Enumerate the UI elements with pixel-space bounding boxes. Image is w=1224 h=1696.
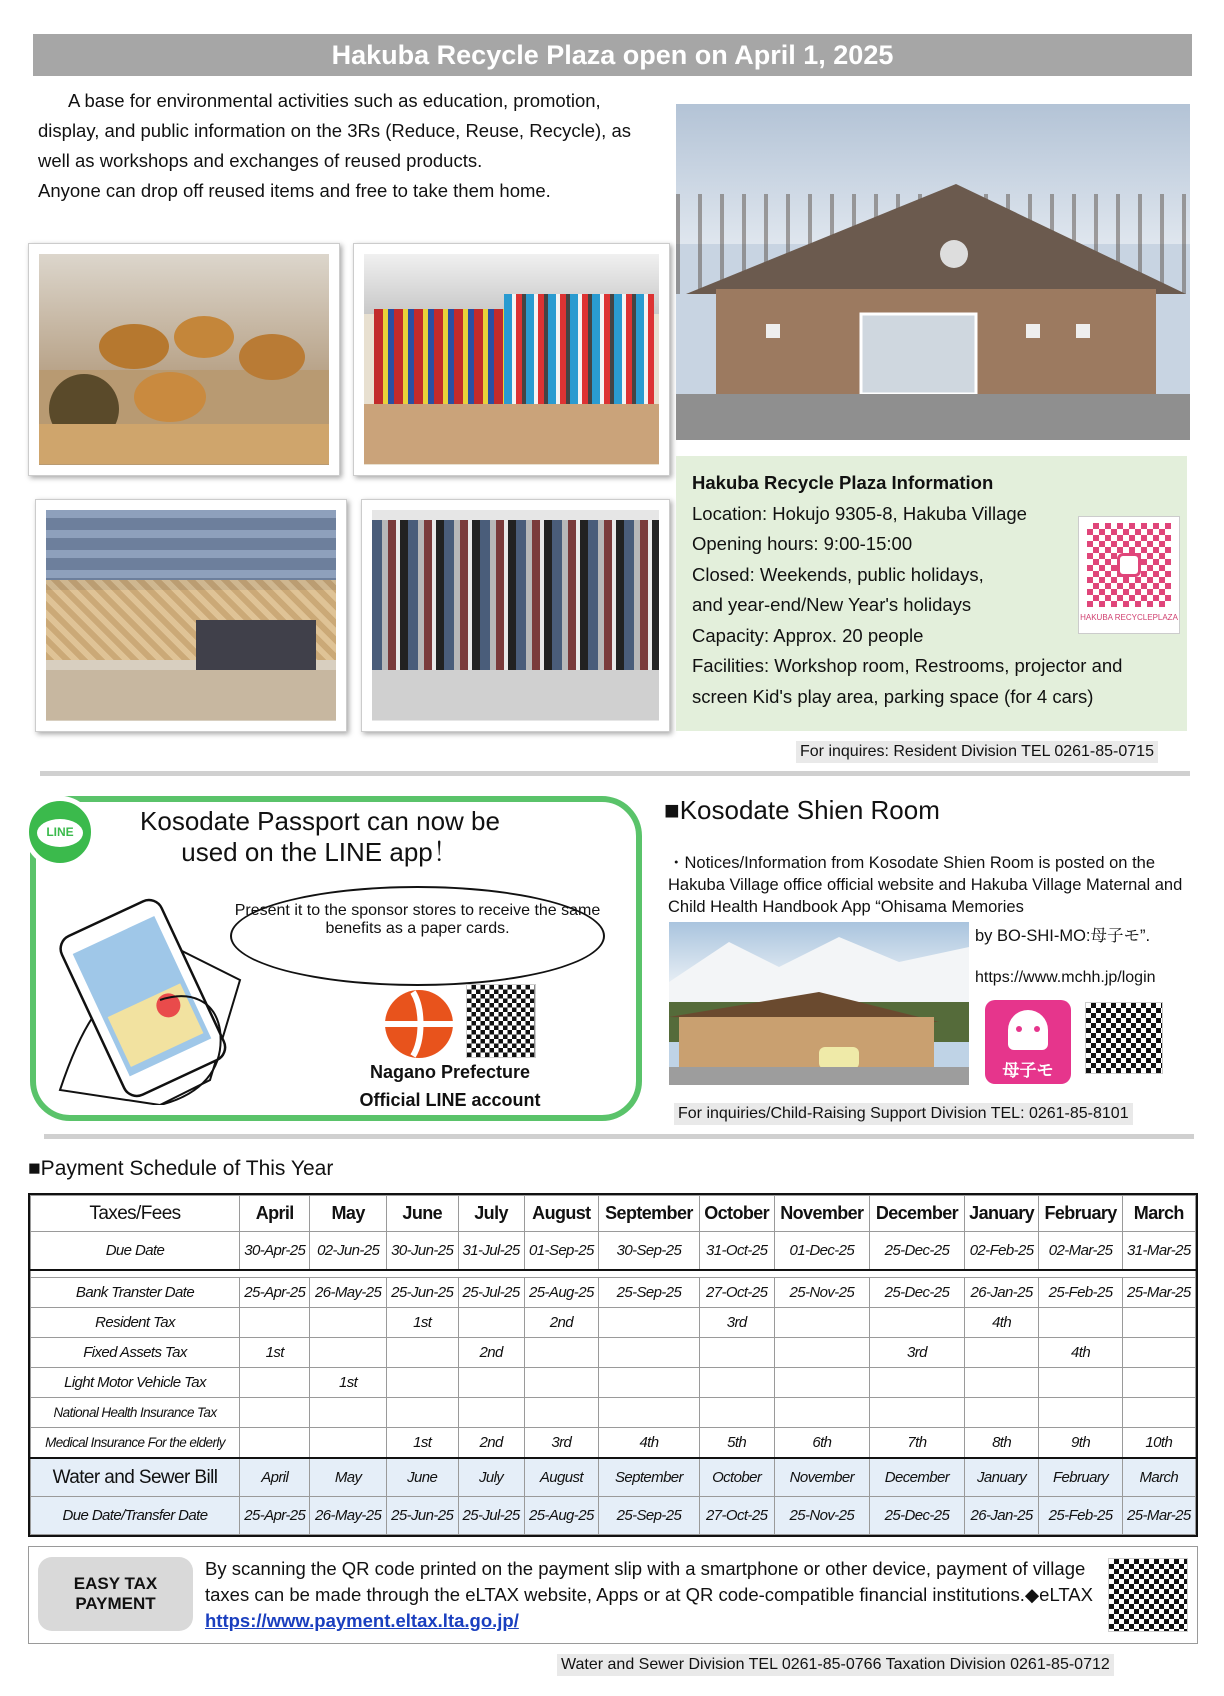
table-cell: 2nd [524,1308,599,1338]
speech-bubble: Present it to the sponsor stores to receive the same benefits as a paper cards. [230,886,605,986]
table-row [31,1308,1196,1338]
table-cell: 02-Mar-25 [1039,1232,1122,1271]
section-divider-2 [44,1134,1194,1139]
intro-paragraph: A base for environmental activities such as education, promotion, display, and public information on the 3Rs (Reduce, Reuse, Recycle), as well as workshops and exchanges of reused products. [38,90,631,171]
month-header: April [240,1196,310,1232]
row-label: Fixed Assets Tax [31,1338,240,1368]
table-cell: 7th [870,1428,965,1459]
easy-tax-line2: PAYMENT [75,1594,156,1613]
table-cell [524,1338,599,1368]
row-label: National Health Insurance Tax [31,1398,240,1428]
table-cell: 25-Apr-25 [240,1278,310,1308]
table-cell: 31-Mar-25 [1122,1232,1195,1271]
table-cell: 10th [1122,1428,1195,1459]
table-cell: 3rd [524,1428,599,1459]
table-cell [774,1308,870,1338]
boshimo-app-label: 母子モ [1002,1061,1054,1080]
table-row [31,1338,1196,1368]
month-header: September [599,1196,700,1232]
table-cell: 27-Oct-25 [699,1278,774,1308]
table-cell: 31-Jul-25 [458,1232,524,1271]
month-header: December [870,1196,965,1232]
plaza-inquiry: For inquires: Resident Division TEL 0261-85-0715 [796,741,1158,763]
table-cell [240,1398,310,1428]
row-label: Due Date/Transfer Date [31,1497,240,1535]
plaza-closed: Closed: Weekends, public holidays, [692,563,984,585]
water-date-row [31,1497,1196,1535]
table-cell: 1st [310,1368,386,1398]
table-cell: July [458,1458,524,1497]
photo-books [353,243,670,476]
table-cell [310,1398,386,1428]
month-header: February [1039,1196,1122,1232]
easy-tax-line1: EASY TAX [73,1574,158,1593]
table-cell: 1st [386,1308,458,1338]
table-cell: 26-Jan-25 [964,1278,1039,1308]
row-label: Light Motor Vehicle Tax [31,1368,240,1398]
plaza-capacity: Capacity: Approx. 20 people [692,624,924,646]
table-cell: 30-Sep-25 [599,1232,700,1271]
table-cell: 25-Dec-25 [870,1232,965,1271]
table-cell: January [964,1458,1039,1497]
footer-contacts: Water and Sewer Division TEL 0261-85-0766 Taxation Division 0261-85-0712 [557,1654,1114,1676]
table-cell: 25-Feb-25 [1039,1278,1122,1308]
table-spacer [31,1270,1196,1278]
table-cell [599,1308,700,1338]
table-cell [458,1398,524,1428]
plaza-hours: Opening hours: 9:00-15:00 [692,533,913,554]
table-cell [524,1368,599,1398]
row-label: Bank Transter Date [31,1278,240,1308]
shien-notice: ・Notices/Information from Kosodate Shien Room is posted on the Hakuba Village office official website and Hakuba Village Maternal and Child Health Handbook App “Ohisama Memories [668,854,1183,916]
line-title [110,806,530,868]
table-cell: April [240,1458,310,1497]
intro-paragraph-2: Anyone can drop off reused items and free to take them home. [38,180,551,201]
table-cell [1122,1368,1195,1398]
table-cell: 01-Dec-25 [774,1232,870,1271]
table-cell: 3rd [699,1308,774,1338]
row-label: Resident Tax [31,1308,240,1338]
table-cell: November [774,1458,870,1497]
table-cell [870,1308,965,1338]
table-cell [964,1398,1039,1428]
table-cell: 31-Oct-25 [699,1232,774,1271]
table-cell: 4th [964,1308,1039,1338]
table-row [31,1278,1196,1308]
line-account-line1: Nagano Prefecture [369,1062,531,1082]
table-cell: 9th [1039,1428,1122,1459]
table-cell: 25-Mar-25 [1122,1497,1195,1535]
table-cell [310,1308,386,1338]
table-cell: 25-Aug-25 [524,1278,599,1308]
line-logo-text: LINE [46,825,74,839]
row-label: Due Date [31,1232,240,1271]
table-cell [599,1338,700,1368]
due-date-row [31,1232,1196,1271]
table-cell: 27-Oct-25 [699,1497,774,1535]
plaza-location: Location: Hokujo 9305-8, Hakuba Village [692,502,1027,524]
plaza-info-title: Hakuba Recycle Plaza Information [692,472,994,493]
table-cell: 26-May-25 [310,1278,386,1308]
table-cell: 25-Jul-25 [458,1497,524,1535]
table-cell: 8th [964,1428,1039,1459]
eltax-link[interactable]: https://www.payment.eltax.lta.go.jp/ [205,1610,519,1631]
table-cell: 25-Jun-25 [386,1278,458,1308]
month-header: January [964,1196,1039,1232]
table-cell [964,1368,1039,1398]
water-bill-label: Water and Sewer Bill [31,1458,240,1497]
table-cell: 01-Sep-25 [524,1232,599,1271]
table-cell: 1st [240,1338,310,1368]
month-header: June [386,1196,458,1232]
table-cell [774,1398,870,1428]
intro-text [38,86,638,206]
table-cell [240,1308,310,1338]
row-label: Medical Insurance For the elderly [31,1428,240,1459]
table-cell [458,1368,524,1398]
table-cell [386,1398,458,1428]
table-cell [240,1368,310,1398]
line-title-line1: Kosodate Passport can now be [140,806,500,836]
table-cell [310,1428,386,1459]
table-cell [870,1398,965,1428]
table-cell: 3rd [870,1338,965,1368]
section-divider [40,771,1190,776]
payment-schedule-table [28,1193,1198,1537]
table-cell [458,1308,524,1338]
table-cell [774,1338,870,1368]
table-cell [524,1398,599,1428]
shien-app-by: by BO-SHI-MO:母子モ”. [975,927,1151,945]
table-cell: September [599,1458,700,1497]
table-cell: August [524,1458,599,1497]
table-cell [1039,1308,1122,1338]
line-account-line2: Official LINE account [359,1090,541,1110]
table-cell: 25-Dec-25 [870,1278,965,1308]
month-header: October [699,1196,774,1232]
table-cell [774,1368,870,1398]
table-cell [599,1398,700,1428]
table-cell: 25-Sep-25 [599,1278,700,1308]
table-cell: March [1122,1458,1195,1497]
table-cell: 2nd [458,1428,524,1459]
table-row [31,1398,1196,1428]
month-header: May [310,1196,386,1232]
table-cell: October [699,1458,774,1497]
shien-title: ■Kosodate Shien Room [664,795,940,825]
photo-ceramics [28,243,340,476]
instagram-qr-code[interactable] [1078,516,1180,634]
page-title: Hakuba Recycle Plaza open on April 1, 2025 [33,34,1192,76]
nagano-line-qr-code[interactable] [466,984,536,1058]
table-row [31,1428,1196,1459]
table-cell [386,1338,458,1368]
table-cell [699,1338,774,1368]
table-cell: 25-Apr-25 [240,1497,310,1535]
month-header: November [774,1196,870,1232]
table-cell: 26-Jan-25 [964,1497,1039,1535]
nagano-prefecture-logo-icon [383,988,455,1060]
table-cell: 30-Apr-25 [240,1232,310,1271]
table-cell: 25-Mar-25 [1122,1278,1195,1308]
table-cell: 25-Nov-25 [774,1497,870,1535]
table-cell: 5th [699,1428,774,1459]
table-cell: 4th [1039,1338,1122,1368]
photo-clothes-table [35,499,347,732]
table-cell: June [386,1458,458,1497]
line-logo-icon [24,796,96,868]
payment-title: ■Payment Schedule of This Year [28,1157,334,1180]
month-header: July [458,1196,524,1232]
table-cell: 25-Aug-25 [524,1497,599,1535]
table-cell [1122,1338,1195,1368]
qr-caption: HAKUBA RECYCLEPLAZA [1080,613,1178,622]
photo-clothes-rack [361,499,670,732]
easy-tax-description [205,1556,1105,1634]
table-cell [699,1368,774,1398]
shien-inquiry: For inquiries/Child-Raising Support Division TEL: 0261-85-8101 [674,1103,1133,1125]
table-cell: 25-Dec-25 [870,1497,965,1535]
line-title-line2: used on the LINE app！ [181,837,459,867]
month-header: August [524,1196,599,1232]
eltax-qr-code[interactable] [1108,1558,1188,1632]
table-cell: December [870,1458,965,1497]
table-cell: May [310,1458,386,1497]
table-cell [1039,1368,1122,1398]
table-cell: 02-Jun-25 [310,1232,386,1271]
plaza-facilities: Facilities: Workshop room, Restrooms, projector and screen Kid's play area, parking space (for 4 cars) [692,655,1123,707]
table-cell: 2nd [458,1338,524,1368]
table-cell: 4th [599,1428,700,1459]
taxes-fees-header: Taxes/Fees [31,1196,240,1232]
table-cell: 02-Feb-25 [964,1232,1039,1271]
table-cell: 1st [386,1428,458,1459]
plaza-closed-cont: and year-end/New Year's holidays [692,594,972,615]
table-cell [386,1368,458,1398]
table-row [31,1368,1196,1398]
water-header-row [31,1458,1196,1497]
table-cell [1122,1308,1195,1338]
table-cell: 26-May-25 [310,1497,386,1535]
easy-tax-payment-badge [38,1557,193,1631]
table-cell: 25-Nov-25 [774,1278,870,1308]
instagram-icon [1117,553,1141,577]
table-cell [870,1368,965,1398]
table-cell [964,1338,1039,1368]
table-cell: 25-Feb-25 [1039,1497,1122,1535]
table-cell [310,1338,386,1368]
table-cell [1122,1398,1195,1428]
month-header: March [1122,1196,1195,1232]
boshimo-app-icon[interactable] [985,1000,1071,1084]
photo-recycle-plaza-building [676,104,1190,440]
table-cell [240,1428,310,1459]
table-header-row [31,1196,1196,1232]
shien-url-link[interactable]: https://www.mchh.jp/login [975,969,1156,986]
table-cell: 25-Jun-25 [386,1497,458,1535]
table-cell [1039,1398,1122,1428]
table-cell [699,1398,774,1428]
table-cell: February [1039,1458,1122,1497]
table-cell [599,1368,700,1398]
photo-shien-room-building [669,922,969,1085]
table-cell: 6th [774,1428,870,1459]
table-cell: 30-Jun-25 [386,1232,458,1271]
table-cell: 25-Sep-25 [599,1497,700,1535]
easy-tax-text: By scanning the QR code printed on the payment slip with a smartphone or other device, payment of village taxes can be made through the eLTAX website, Apps or at QR code-compatible financial institutions.◆eLTAX [205,1558,1093,1605]
table-cell: 25-Jul-25 [458,1278,524,1308]
line-account-label [345,1058,555,1114]
shien-qr-code[interactable] [1085,1002,1163,1074]
